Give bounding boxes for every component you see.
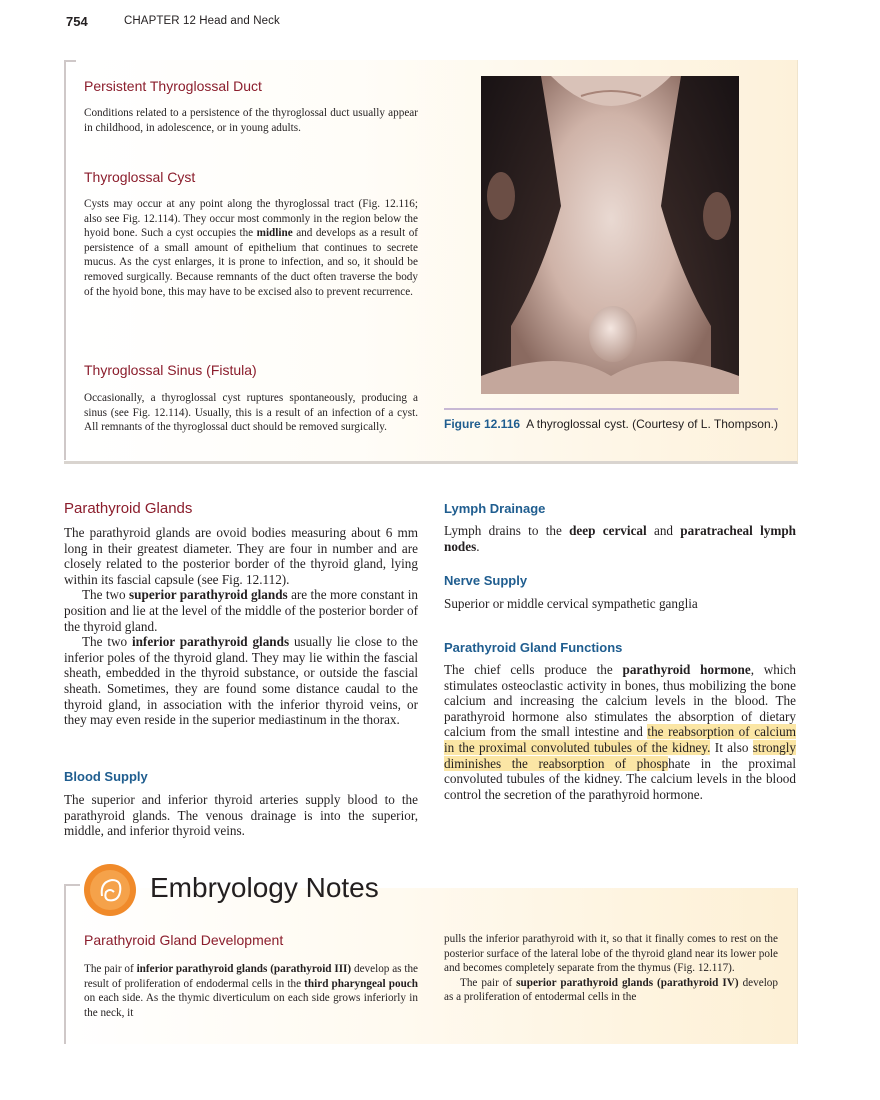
embryology-left-paragraph: The pair of inferior parathyroid glands (parathyroid III) develop as the result of proliferation of endodermal cells in the third pharyngeal pouch on each side. As the thymic diverticulum on each side grows inferiorly in the neck, it (84, 963, 419, 1019)
sinus-paragraph: Occasionally, a thyroglossal cyst ruptures spontaneously, producing a sinus (see Fig. 12.114). Usually, this is a result of an infection of a cyst. All remnants of the thyroglossal duct should be removed surgically. (84, 392, 418, 434)
embryology-right-paragraph: pulls the inferior parathyroid with it, so that it finally comes to rest on the posterior surface of the lateral lobe of the thyroid gland near its lower pole and becomes completely separate from the thymus (Fig. 12.117). The pair of superior parathyroid glands (parathyroid IV) develop as a proliferation of entodermal cells in the (444, 933, 778, 1004)
blood-supply-heading: Blood Supply (64, 769, 148, 784)
blood-supply-paragraph: The superior and inferior thyroid arteries supply blood to the parathyroid glands. The venous drainage is into the superior, middle, and inferior thyroid veins. (64, 792, 418, 839)
parathyroid-heading: Parathyroid Glands (64, 500, 193, 517)
sinus-heading: Thyroglossal Sinus (Fistula) (84, 362, 257, 378)
cyst-paragraph: Cysts may occur at any point along the thyroglossal tract (Fig. 12.116; also see Fig. 12.114). They occur most commonly in the region below the hyoid bone. Such a cyst occupies the midline and develops as a result of persistence of a small amount of epithelium that continues to secrete mucus. As the cyst enlarges, it is prone to infection, and so, it should be removed surgically. Because remnants of the duct often traverse the body of the hyoid bone, this may have to be excised also to prevent recurrence. (84, 198, 419, 298)
highlight-calcium: the reabsorption of calcium in the proximal convoluted tubules of the kidney. (444, 724, 796, 755)
embryology-title: Embryology Notes (150, 872, 379, 903)
cyst-heading: Thyroglossal Cyst (84, 169, 196, 185)
functions-heading: Parathyroid Gland Functions (444, 640, 623, 655)
duct-paragraph: Conditions related to a persistence of the thyroglossal duct usually appear in childhood, in adolescence, or in young adults. (84, 107, 418, 134)
duct-heading: Persistent Thyroglossal Duct (84, 78, 262, 94)
embryo-icon (82, 862, 138, 918)
chapter-title: CHAPTER 12 Head and Neck (124, 15, 280, 27)
box-bracket (64, 60, 76, 460)
parathyroid-paragraph-1: The parathyroid glands are ovoid bodies measuring about 6 mm long in their greatest diameter. They are four in number and are closely related to the posterior border of the thyroid gland, lying within its fascial capsule (see Fig. 12.112). The two superior parathyroid glands are the more constant in position and lie at the level of the middle of the posterior border of the thyroid gland. The two inferior parathyroid glands usually lie close to the inferior poles of the thyroid gland. They may lie within the fascial sheath, embedded in the thyroid substance, or outside the fascial sheath. Sometimes, they are found some distance caudal to the thyroid gland, in association with the inferior thyroid veins, or they may even reside in the superior mediastinum in the thorax. (64, 525, 419, 728)
lymph-heading: Lymph Drainage (444, 501, 546, 516)
page-number: 754 (66, 14, 88, 29)
development-heading: Parathyroid Gland Development (84, 932, 284, 948)
thyroglossal-cyst-photo (481, 76, 739, 394)
embryology-bracket (64, 884, 80, 1044)
highlight-phosphate: strongly diminishes the reabsorption of phosp (444, 739, 797, 771)
nerve-heading: Nerve Supply (444, 573, 528, 588)
neck-illustration (481, 76, 739, 394)
functions-paragraph: The chief cells produce the parathyroid hormone, which stimulates osteoclastic activity in bones, thus mobilizing the bone calcium and increasing the calcium levels in the blood. The parathyroid hormone also stimulates the absorption of dietary calcium from the small intestine and the reabsorption of calcium in the proximal convoluted tubules of the kidney. It also strongly diminishes the reabsorption of phosphate in the proximal convoluted tubules of the kidney. The calcium levels in the blood control the secretion of the parathyroid hormone. (444, 662, 797, 802)
figure-rule (444, 408, 778, 410)
figure-caption: Figure 12.116 A thyroglossal cyst. (Courtesy of L. Thompson.) (444, 417, 778, 431)
nerve-paragraph: Superior or middle cervical sympathetic ganglia (444, 596, 698, 611)
lymph-paragraph: Lymph drains to the deep cervical and paratracheal lymph nodes. (444, 523, 796, 554)
